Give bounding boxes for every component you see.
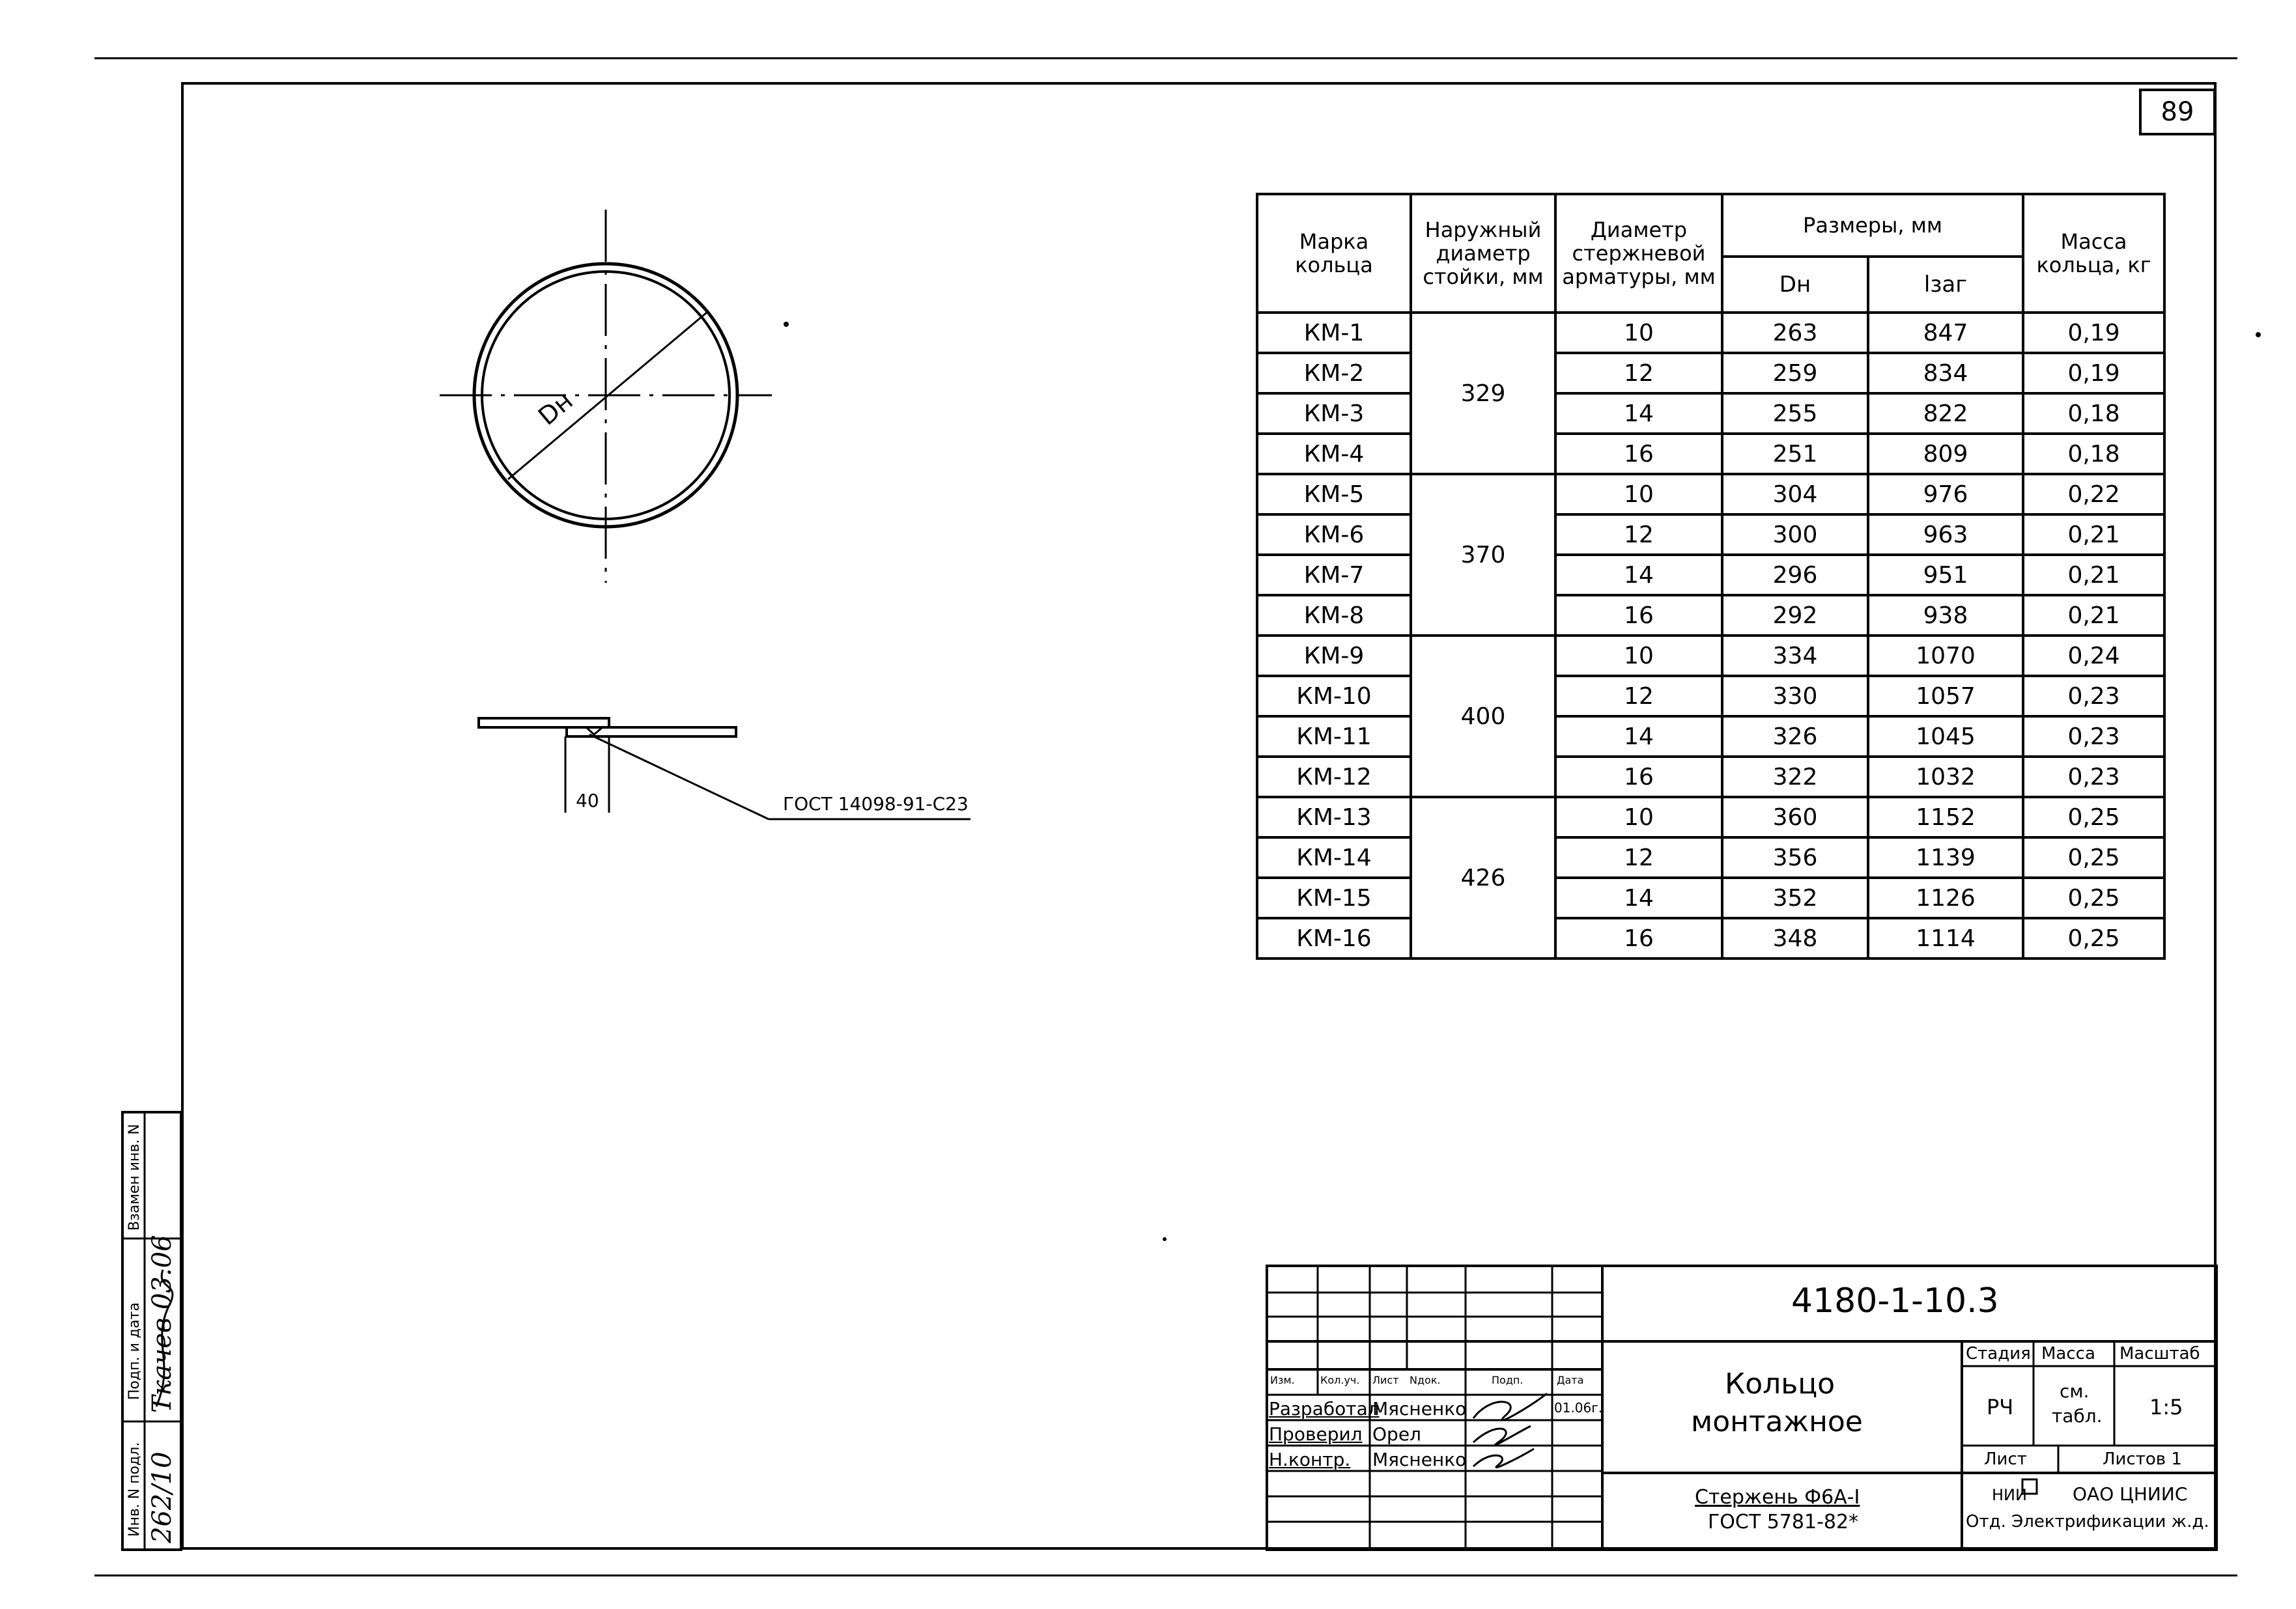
header-dimensions: Размеры, мм xyxy=(1722,194,2023,257)
header-mass: Масса кольца, кг xyxy=(2023,194,2164,313)
col-header-ndok: Nдок. xyxy=(1410,1374,1441,1386)
cell-rod: 12 xyxy=(1555,676,1722,716)
weld-dimension: 40 xyxy=(576,790,599,811)
cell-mark: КМ-14 xyxy=(1257,837,1411,878)
date-developer: 01.06г. xyxy=(1554,1400,1603,1416)
cell-outer-diameter: 329 xyxy=(1411,313,1555,474)
name-developer: Мясненко xyxy=(1372,1398,1467,1420)
cell-mark: КМ-16 xyxy=(1257,918,1411,958)
subtitle-line2: ГОСТ 5781-82* xyxy=(1708,1511,1859,1533)
cell-mass: 0,21 xyxy=(2023,514,2164,555)
cell-rod: 16 xyxy=(1555,434,1722,474)
cell-l: 963 xyxy=(1868,514,2023,555)
cell-dn: 263 xyxy=(1722,313,1868,353)
cell-dn: 251 xyxy=(1722,434,1868,474)
cell-l: 834 xyxy=(1868,353,2023,393)
cell-dn: 352 xyxy=(1722,878,1868,918)
cell-l: 976 xyxy=(1868,474,2023,514)
cell-dn: 334 xyxy=(1722,636,1868,676)
cell-l: 1139 xyxy=(1868,837,2023,878)
cell-rod: 12 xyxy=(1555,353,1722,393)
header-lzag: lзаг xyxy=(1868,257,2023,313)
cell-mass: 0,21 xyxy=(2023,595,2164,636)
cell-mass: 0,24 xyxy=(2023,636,2164,676)
org-line2: Отд. Электрификации ж.д. xyxy=(1966,1512,2209,1532)
cell-mass: 0,21 xyxy=(2023,555,2164,595)
cell-dn: 255 xyxy=(1722,393,1868,434)
cell-outer-diameter: 426 xyxy=(1411,797,1555,958)
cell-dn: 330 xyxy=(1722,676,1868,716)
subtitle-line1: Стержень Ф6А-I xyxy=(1695,1486,1860,1509)
cell-l: 1114 xyxy=(1868,918,2023,958)
cell-l: 847 xyxy=(1868,313,2023,353)
col-header-podp: Подп. xyxy=(1492,1374,1524,1386)
side-sign-value: Ткачев 03.06 xyxy=(147,1235,177,1413)
cell-dn: 304 xyxy=(1722,474,1868,514)
col-header-list: Лист xyxy=(1372,1374,1399,1386)
cell-dn: 296 xyxy=(1722,555,1868,595)
side-replace-label: Взамен инв. N xyxy=(126,1124,143,1231)
title-line2: монтажное xyxy=(1691,1405,1863,1438)
scale-value: 1:5 xyxy=(2149,1395,2183,1420)
cell-dn: 292 xyxy=(1722,595,1868,636)
header-mark: Марка кольца xyxy=(1257,194,1411,313)
header-outer-diameter: Наружный диаметр стойки, мм xyxy=(1411,194,1555,313)
cell-l: 1057 xyxy=(1868,676,2023,716)
cell-mark: КМ-2 xyxy=(1257,353,1411,393)
cell-mark: КМ-12 xyxy=(1257,757,1411,797)
role-developer: Разработал xyxy=(1269,1398,1380,1420)
title-line1: Кольцо xyxy=(1725,1367,1835,1401)
cell-mass: 0,23 xyxy=(2023,716,2164,757)
cell-mark: КМ-7 xyxy=(1257,555,1411,595)
cell-mark: КМ-3 xyxy=(1257,393,1411,434)
cell-rod: 10 xyxy=(1555,474,1722,514)
designation: 4180-1-10.3 xyxy=(1791,1281,1999,1321)
name-norm-control: Мясненко xyxy=(1372,1449,1467,1470)
cell-l: 822 xyxy=(1868,393,2023,434)
cell-mark: КМ-11 xyxy=(1257,716,1411,757)
cell-mark: КМ-5 xyxy=(1257,474,1411,514)
name-checker: Орел xyxy=(1372,1423,1421,1445)
cell-mass: 0,25 xyxy=(2023,878,2164,918)
mass-value-line1: см. xyxy=(2060,1380,2090,1402)
cell-dn: 348 xyxy=(1722,918,1868,958)
mass-label: Масса xyxy=(2041,1344,2095,1364)
cell-mass: 0,22 xyxy=(2023,474,2164,514)
role-norm-control: Н.контр. xyxy=(1269,1449,1351,1470)
cell-l: 1126 xyxy=(1868,878,2023,918)
col-header-izm: Изм. xyxy=(1270,1374,1295,1386)
cell-mass: 0,19 xyxy=(2023,353,2164,393)
cell-rod: 14 xyxy=(1555,716,1722,757)
cell-mark: КМ-4 xyxy=(1257,434,1411,474)
cell-dn: 356 xyxy=(1722,837,1868,878)
header-rod-diameter: Диаметр стержневой арматуры, мм xyxy=(1555,194,1722,313)
side-inv-value: 262/10 xyxy=(147,1451,177,1543)
cell-mass: 0,25 xyxy=(2023,918,2164,958)
cell-mass: 0,19 xyxy=(2023,313,2164,353)
cell-mass: 0,18 xyxy=(2023,393,2164,434)
cell-rod: 16 xyxy=(1555,757,1722,797)
sheet-label: Лист xyxy=(1984,1449,2027,1469)
cell-mark: КМ-1 xyxy=(1257,313,1411,353)
cell-mark: КМ-6 xyxy=(1257,514,1411,555)
cell-dn: 360 xyxy=(1722,797,1868,837)
weld-callout: ГОСТ 14098-91-С23 xyxy=(783,793,969,815)
cell-mark: КМ-15 xyxy=(1257,878,1411,918)
cell-rod: 14 xyxy=(1555,878,1722,918)
org-logo-text: НИИ xyxy=(1992,1486,2027,1504)
role-checker: Проверил xyxy=(1269,1423,1363,1445)
scale-label: Масштаб xyxy=(2119,1344,2200,1364)
cell-l: 938 xyxy=(1868,595,2023,636)
col-header-data: Дата xyxy=(1557,1374,1584,1386)
cell-rod: 14 xyxy=(1555,555,1722,595)
cell-l: 1032 xyxy=(1868,757,2023,797)
cell-dn: 322 xyxy=(1722,757,1868,797)
cell-rod: 10 xyxy=(1555,636,1722,676)
mass-value-line2: табл. xyxy=(2052,1405,2103,1427)
col-header-koluch: Кол.уч. xyxy=(1320,1374,1360,1386)
cell-rod: 14 xyxy=(1555,393,1722,434)
cell-mark: КМ-8 xyxy=(1257,595,1411,636)
cell-mark: КМ-13 xyxy=(1257,797,1411,837)
sheets-label: Листов 1 xyxy=(2103,1449,2182,1469)
side-inv-label: Инв. N подл. xyxy=(126,1442,143,1537)
diameter-label: Dн xyxy=(533,386,578,431)
cell-dn: 326 xyxy=(1722,716,1868,757)
cell-outer-diameter: 370 xyxy=(1411,474,1555,636)
cell-mass: 0,18 xyxy=(2023,434,2164,474)
cell-dn: 259 xyxy=(1722,353,1868,393)
side-sign-label: Подп. и дата xyxy=(126,1302,143,1400)
cell-dn: 300 xyxy=(1722,514,1868,555)
stage-value: РЧ xyxy=(1987,1395,2014,1420)
cell-rod: 10 xyxy=(1555,313,1722,353)
org-line1: ОАО ЦНИИС xyxy=(2073,1483,2188,1505)
cell-rod: 16 xyxy=(1555,918,1722,958)
cell-l: 1070 xyxy=(1868,636,2023,676)
cell-mass: 0,23 xyxy=(2023,757,2164,797)
cell-l: 1152 xyxy=(1868,797,2023,837)
cell-rod: 16 xyxy=(1555,595,1722,636)
sheet-number: 89 xyxy=(2139,89,2216,135)
cell-l: 1045 xyxy=(1868,716,2023,757)
cell-mass: 0,25 xyxy=(2023,837,2164,878)
cell-rod: 12 xyxy=(1555,514,1722,555)
cell-rod: 10 xyxy=(1555,797,1722,837)
cell-mass: 0,23 xyxy=(2023,676,2164,716)
cell-rod: 12 xyxy=(1555,837,1722,878)
cell-mark: КМ-9 xyxy=(1257,636,1411,676)
cell-mark: КМ-10 xyxy=(1257,676,1411,716)
cell-l: 951 xyxy=(1868,555,2023,595)
cell-mass: 0,25 xyxy=(2023,797,2164,837)
stage-label: Стадия xyxy=(1966,1344,2031,1364)
cell-l: 809 xyxy=(1868,434,2023,474)
cell-outer-diameter: 400 xyxy=(1411,636,1555,797)
header-dn: Dн xyxy=(1722,257,1868,313)
